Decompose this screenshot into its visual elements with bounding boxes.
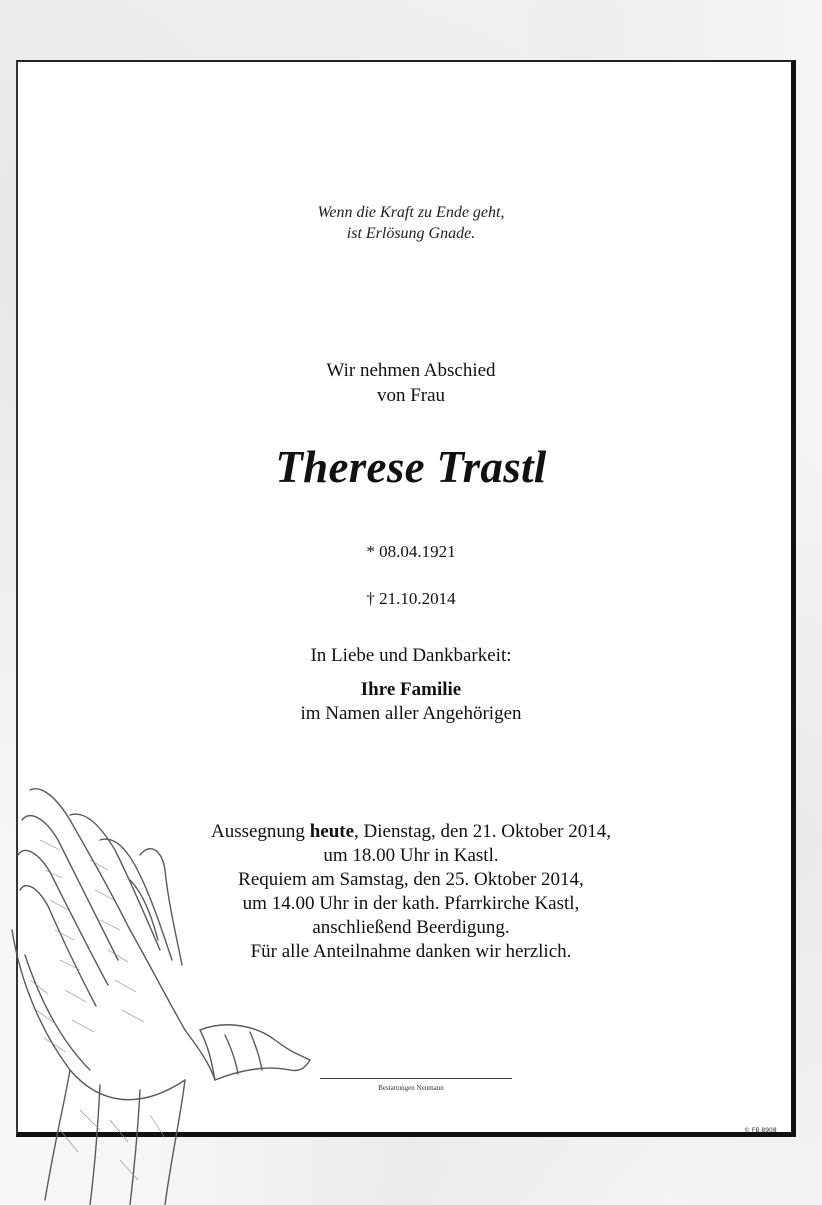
birth-date: * 08.04.1921: [366, 542, 456, 561]
service-line-1-start: Aussegnung: [210, 821, 310, 842]
service-details: [0, 820, 822, 964]
thanks-line: In Liebe und Dankbarkeit:: [310, 645, 512, 666]
motto: [0, 202, 822, 244]
undertaker-name: Bestattungen Neumann: [378, 1084, 444, 1092]
family-signature: [0, 678, 822, 726]
farewell-text: [0, 358, 822, 408]
service-line-3: Requiem am Samstag, den 25. Oktober 2014,: [238, 869, 584, 890]
service-line-1-end: , Dienstag, den 21. Oktober 2014,: [354, 821, 611, 842]
family-name: Ihre Familie: [360, 679, 462, 700]
motto-line-1: Wenn die Kraft zu Ende geht,: [317, 204, 505, 221]
death-date: † 21.10.2014: [366, 589, 456, 608]
farewell-line-2: von Frau: [376, 385, 446, 406]
copyright-mark: © FB 8908: [744, 1127, 777, 1134]
deceased-name: Therese Trastl: [275, 442, 547, 492]
service-today: heute: [309, 821, 355, 842]
motto-line-2: ist Erlösung Gnade.: [346, 225, 476, 242]
farewell-line-1: Wir nehmen Abschied: [326, 360, 496, 381]
signature-line: [320, 1078, 512, 1079]
relatives-line: im Namen aller Angehörigen: [300, 703, 522, 724]
service-line-6: Für alle Anteilnahme danken wir herzlich.: [250, 941, 572, 962]
service-line-5: anschließend Beerdigung.: [312, 917, 510, 938]
service-line-2: um 18.00 Uhr in Kastl.: [323, 845, 499, 866]
service-line-4: um 14.00 Uhr in der kath. Pfarrkirche Kastl,: [242, 893, 580, 914]
service-line-1: [0, 820, 822, 844]
